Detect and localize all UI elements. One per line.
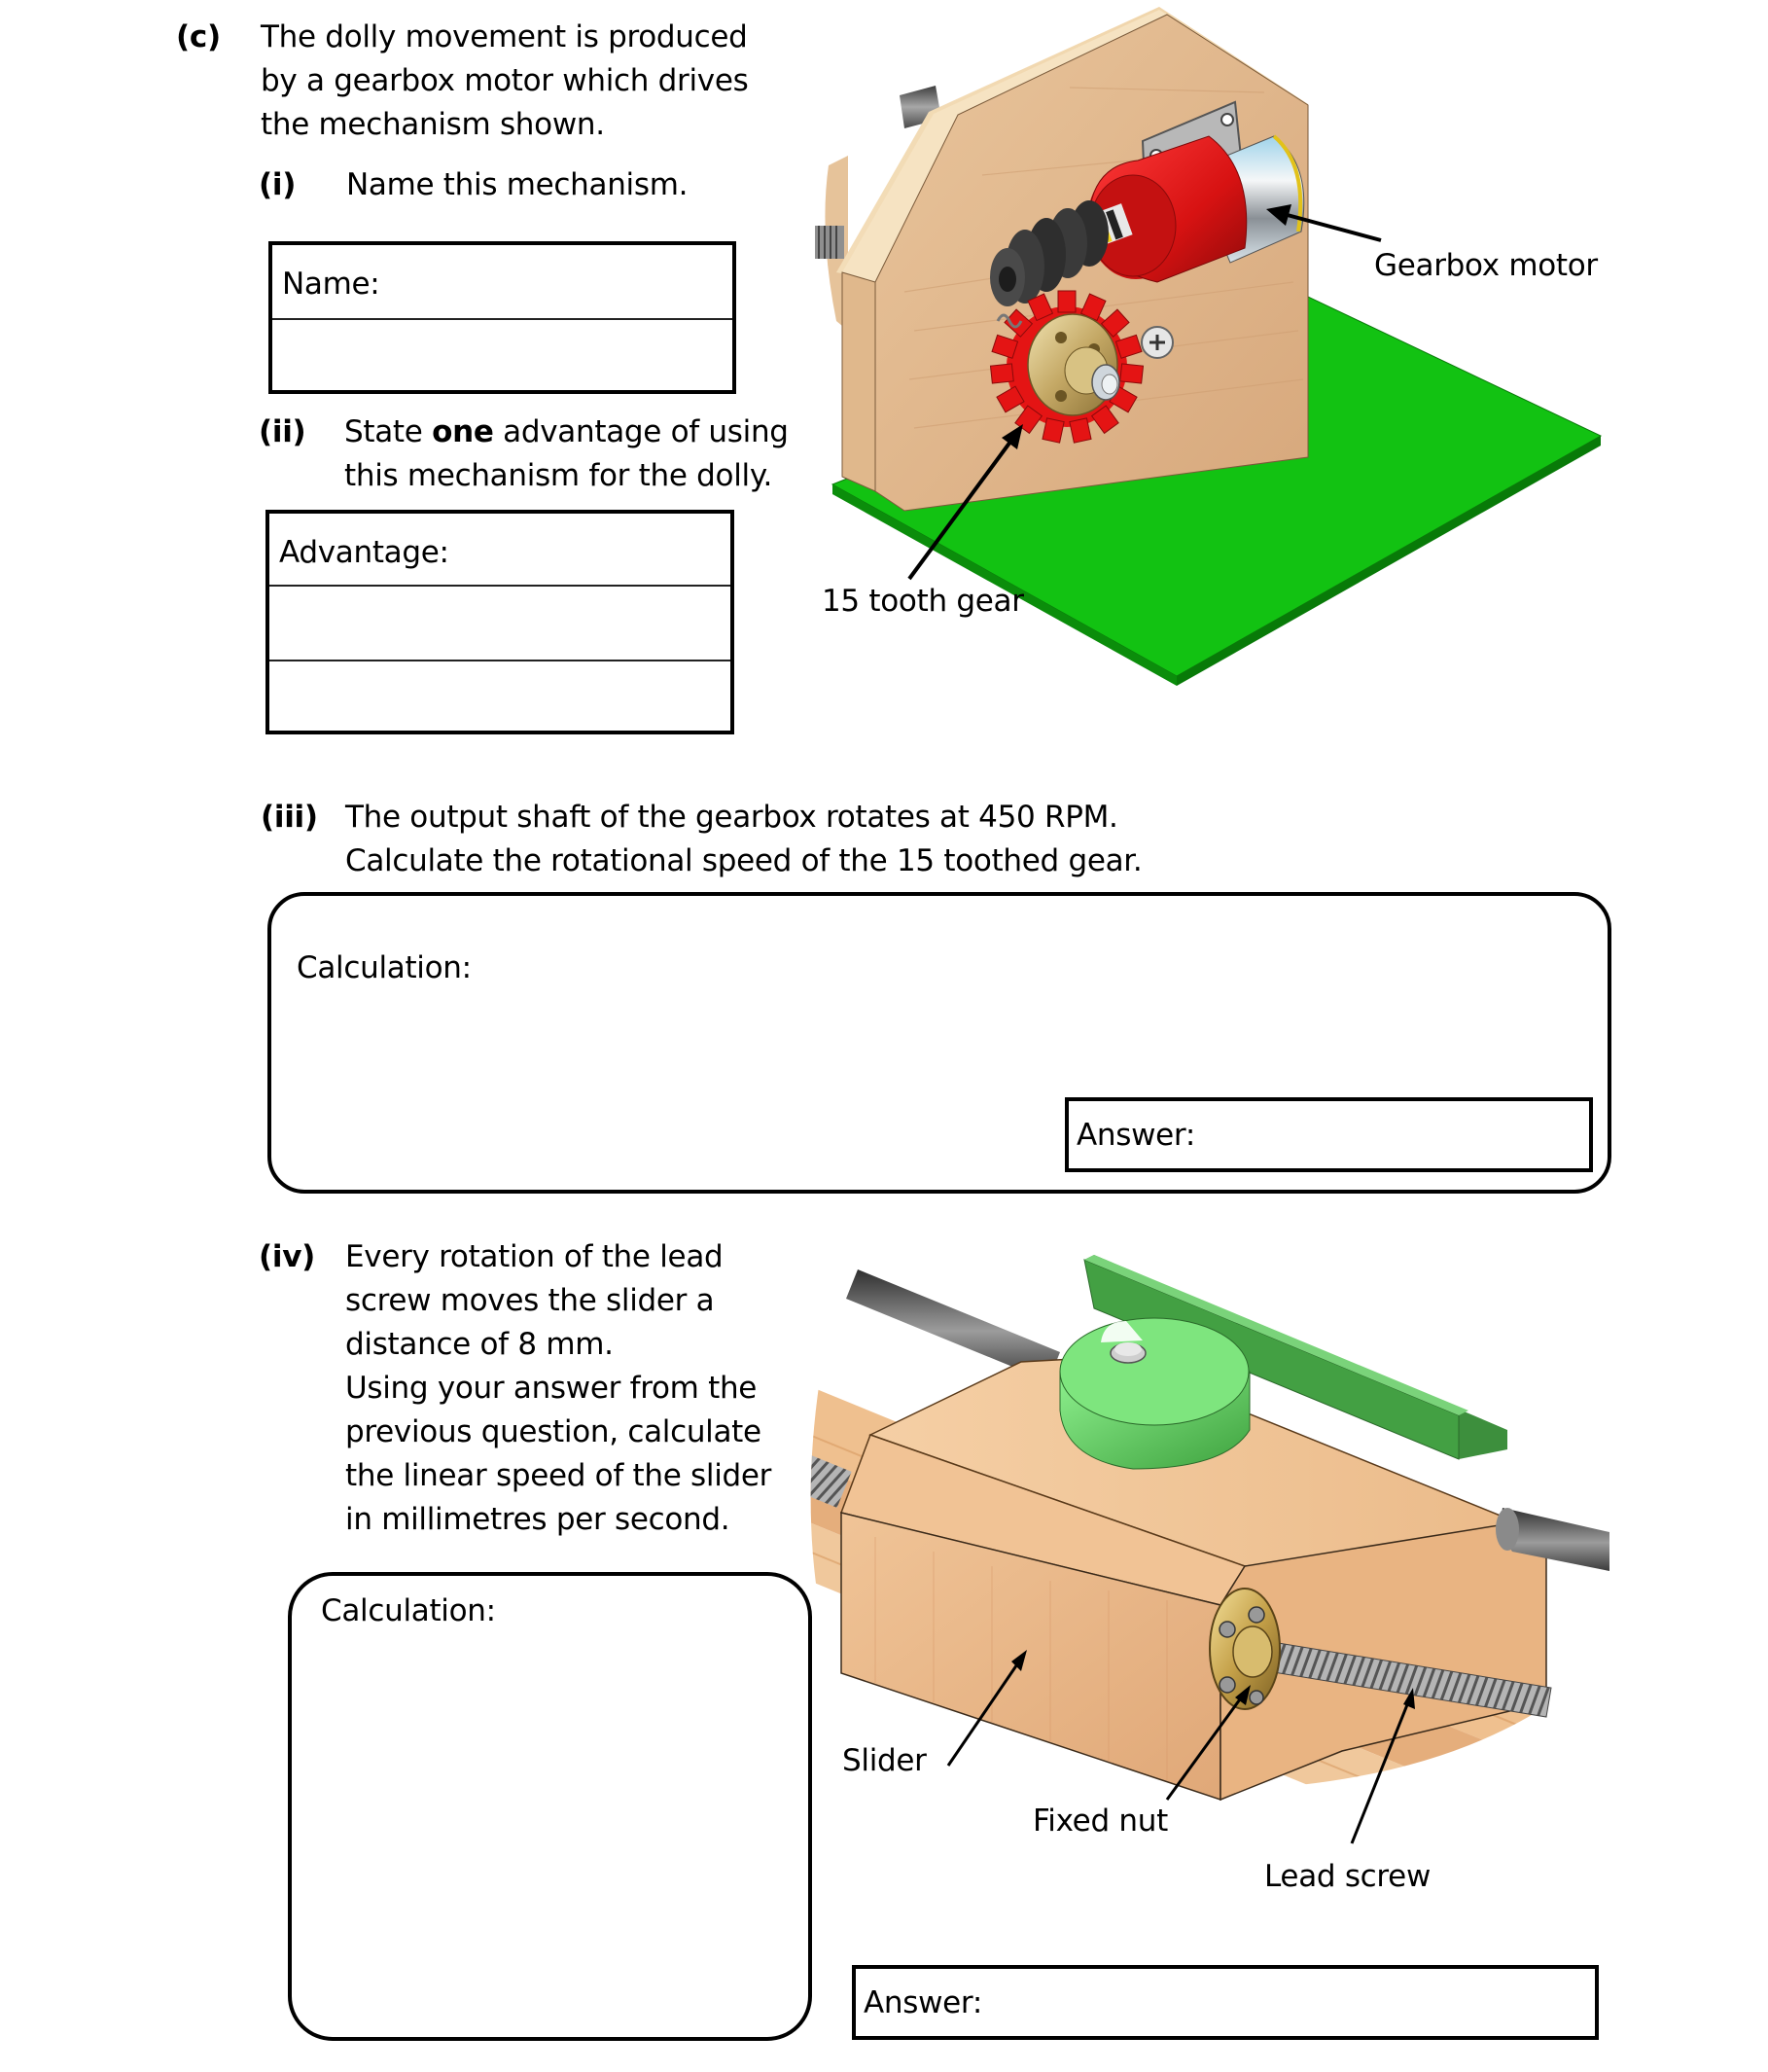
lead-screw-label: Lead screw xyxy=(1264,1859,1432,1894)
calculation-box-iv[interactable] xyxy=(288,1572,812,2041)
slider-label: Slider xyxy=(842,1743,927,1778)
part-iii-label: (iii) xyxy=(261,800,318,835)
fifteen-tooth-gear-label: 15 tooth gear xyxy=(822,584,1024,619)
part-iv-prompt-line6: the linear speed of the slider xyxy=(345,1458,772,1493)
answer-label-iii: Answer: xyxy=(1077,1118,1195,1153)
advantage-label: Advantage: xyxy=(279,535,449,570)
fixed-nut-label: Fixed nut xyxy=(1033,1804,1168,1839)
part-ii-prompt-line2: this mechanism for the dolly. xyxy=(344,458,772,493)
calculation-label-iii: Calculation: xyxy=(297,950,472,985)
part-iv-prompt-line3: distance of 8 mm. xyxy=(345,1327,614,1362)
answer-box-iv[interactable] xyxy=(852,1965,1599,2040)
part-iii-prompt-line2: Calculate the rotational speed of the 15 toothed gear. xyxy=(345,843,1143,878)
part-i-prompt: Name this mechanism. xyxy=(346,167,689,202)
part-iii-prompt-line1: The output shaft of the gearbox rotates at 450 RPM. xyxy=(345,800,1118,835)
prompt-emphasis: one xyxy=(432,414,494,449)
part-iv-prompt-line5: previous question, calculate xyxy=(345,1414,761,1449)
part-ii-label: (ii) xyxy=(259,414,306,449)
part-iv-prompt-line1: Every rotation of the lead xyxy=(345,1239,724,1274)
part-iv-prompt-line7: in millimetres per second. xyxy=(345,1502,730,1537)
part-iv-prompt-line2: screw moves the slider a xyxy=(345,1283,715,1318)
intro-line-3: the mechanism shown. xyxy=(261,107,605,142)
intro-line-1: The dolly movement is produced xyxy=(261,19,748,54)
name-label: Name: xyxy=(282,267,380,302)
prompt-text: advantage of using xyxy=(493,414,789,449)
calculation-label-iv: Calculation: xyxy=(321,1593,496,1628)
part-iv-label: (iv) xyxy=(259,1239,315,1274)
part-i-label: (i) xyxy=(259,167,297,202)
part-c-label: (c) xyxy=(176,19,221,54)
answer-label-iv: Answer: xyxy=(864,1985,982,2020)
intro-line-2: by a gearbox motor which drives xyxy=(261,63,749,98)
gearbox-motor-label: Gearbox motor xyxy=(1374,248,1598,283)
part-iv-prompt-line4: Using your answer from the xyxy=(345,1371,758,1406)
green-cam xyxy=(1060,1318,1250,1469)
prompt-text: State xyxy=(344,414,433,449)
